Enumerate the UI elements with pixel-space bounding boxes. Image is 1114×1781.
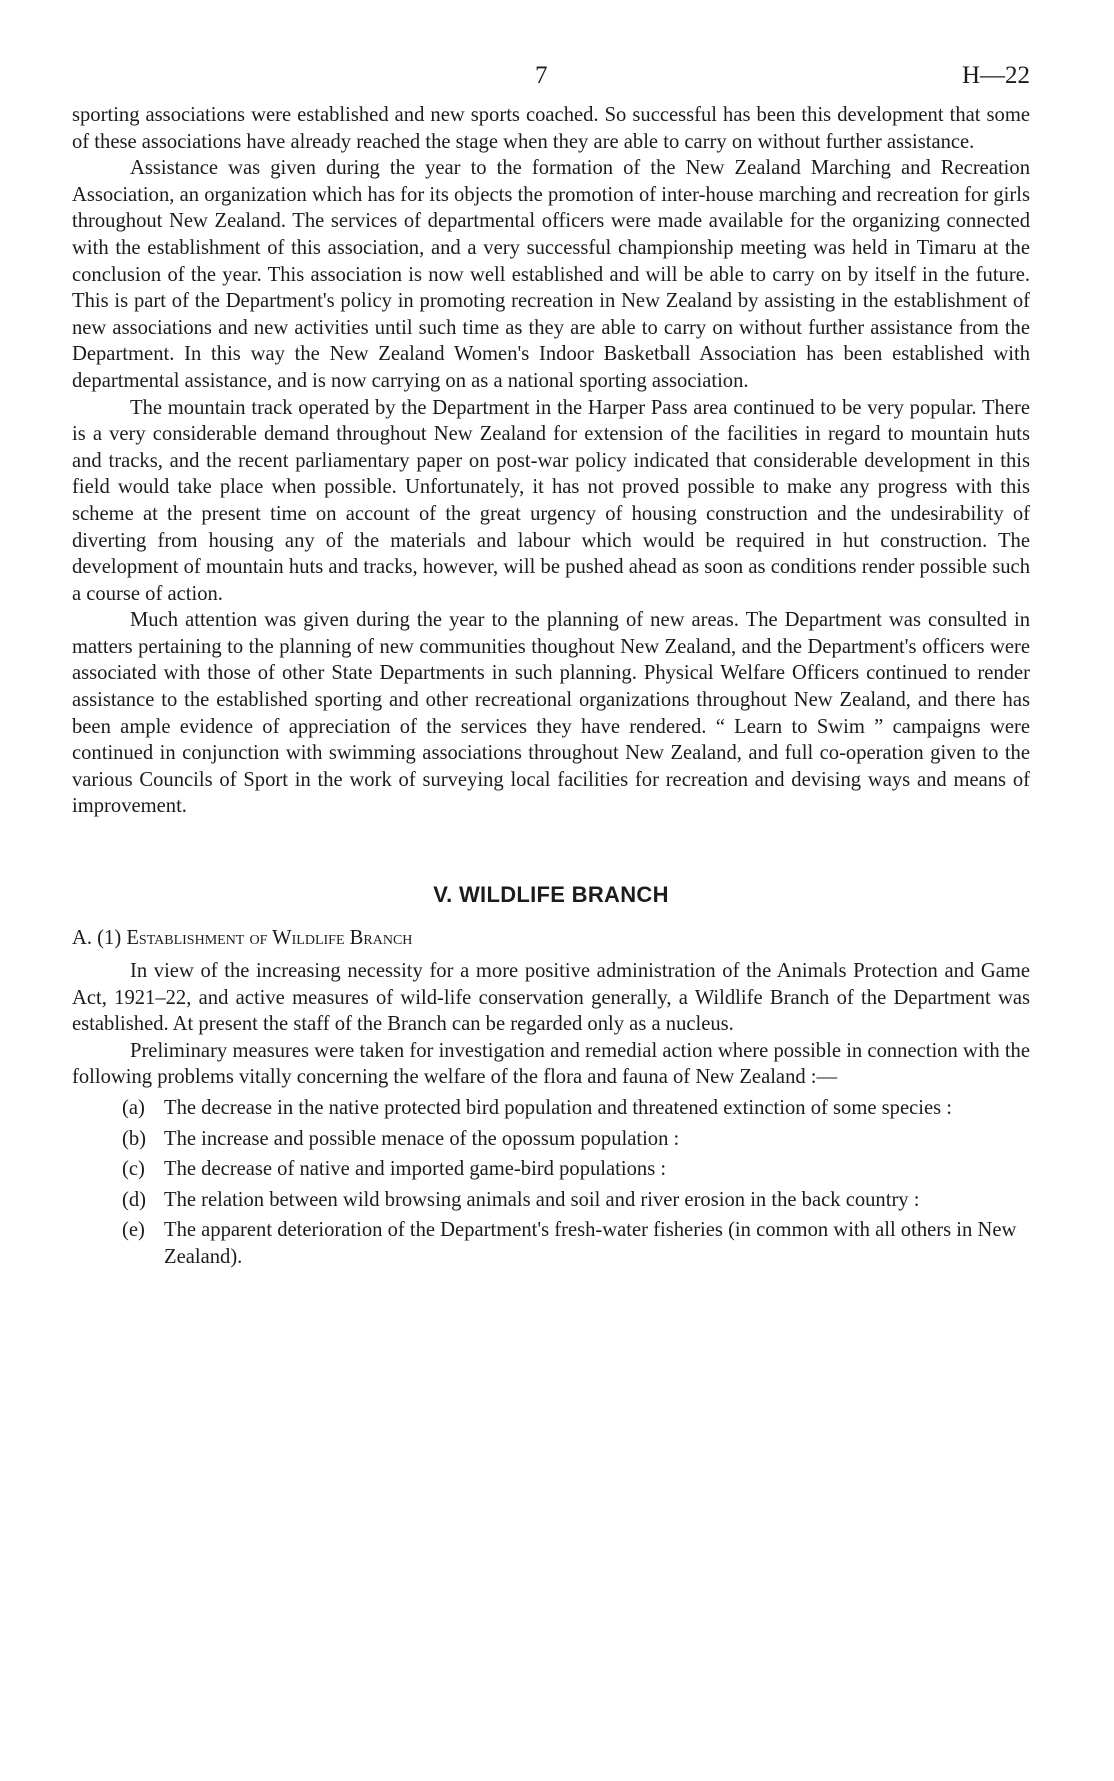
subsection-number: A. (1) (72, 927, 122, 950)
list-item (72, 1156, 1030, 1183)
paragraph-continuation: sporting associations were established and new sports coached. So successful has been this development that some of these associations have already reached the stage when they are able to carry on without further assistance. (72, 104, 1030, 153)
paragraph-mountain-track: The mountain track operated by the Department in the Harper Pass area continued to be very popular. There is a very considerable demand throughout New Zealand for extension of the facilities in regard to mountain huts and tracks, and the recent parliamentary paper on post-war policy indicated that considerable development in this field would take place when possible. Unfortunately, it has not proved possible to make any progress with this scheme at the present time on account of the great urgency of housing construction and the undesirability of diverting from housing any of the materials and labour which would be required in hut construction. The development of mountain huts and tracks, however, will be pushed ahead as soon as conditions render possible such a course of action. (72, 396, 1030, 605)
subsection-heading (72, 924, 1030, 952)
list-item-text: The increase and possible menace of the opossum population : (164, 1127, 680, 1150)
paragraph-preliminary-measures: Preliminary measures were taken for investigation and remedial action where possible in connection with the following problems vitally concerning the welfare of the flora and fauna of New Zealand :— (72, 1039, 1030, 1089)
list-item-label: (a) (122, 1097, 145, 1119)
document-code: H—22 (961, 62, 1030, 89)
list-item-text: The decrease of native and imported game-bird populations : (164, 1158, 667, 1181)
paragraph-planning-new-areas: Much attention was given during the year to the planning of new areas. The Department was consulted in matters pertaining to the planning of new communities thoughout New Zealand, and the Department's officers were associated with those of other State Departments in such planning. Physical Welfare Officers continued to render assistance to the established sporting and other recreational organizations throughout New Zealand, and there has been ample evidence of appreciation of the services they have rendered. “ Learn to Swim ” campaigns were continued in conjunction with swimming associations throughout New Zealand, and full co-operation given to the various Councils of Sport in the work of surveying local facilities for recreation and devising ways and means of improvement. (72, 609, 1030, 818)
list-item-label: (e) (122, 1219, 145, 1242)
paragraph-wildlife-establishment: In view of the increasing necessity for a more positive administration of the Animals Protection and Game Act, 1921–22, and active measures of wild-life conservation generally, a Wildlife Branch of the Department was established. At present the staff of the Branch can be regarded only as a nucleus. (72, 960, 1030, 1036)
list-item-label: (c) (122, 1158, 145, 1181)
page-number: 7 (535, 62, 548, 89)
paragraph-marching-association: Assistance was given during the year to the formation of the New Zealand Marching and Recreation Association, an organization which has for its objects the promotion of inter-house marching and recreation for girls throughout New Zealand. The services of departmental officers were made available for the organizing connected with the establishment of this association, and a very successful championship meeting was held in Timaru at the conclusion of the year. This association is now well established and will be able to carry on by itself in the future. This is part of the Department's policy in promoting recreation in New Zealand by assisting in the establishment of new associations and new activities until such time as they are able to carry on without further assistance from the Department. In this way the New Zealand Women's Indoor Basketball Association has been established with departmental assistance, and is now carrying on as a national sporting association. (72, 157, 1030, 392)
list-item (72, 1217, 1030, 1270)
subsection-title: Establishment of Wildlife Branch (126, 927, 413, 950)
list-item-label: (b) (122, 1127, 147, 1150)
section-heading: V. WILDLIFE BRANCH (433, 882, 669, 908)
list-item (72, 1126, 1030, 1153)
list-item (72, 1187, 1030, 1214)
list-item-text: The decrease in the native protected bird population and threatened extinction of some species : (164, 1097, 952, 1119)
document-page (72, 62, 1030, 1275)
list-item-text: The apparent deterioration of the Department's fresh-water fisheries (in common with all others in New Zealand). (164, 1219, 1017, 1268)
list-item-text: The relation between wild browsing animals and soil and river erosion in the back country : (164, 1188, 920, 1211)
list-item (72, 1095, 1030, 1122)
problems-list (72, 1095, 1030, 1271)
list-item-label: (d) (122, 1188, 147, 1211)
body-text (72, 102, 1030, 820)
page-header (72, 62, 1030, 102)
